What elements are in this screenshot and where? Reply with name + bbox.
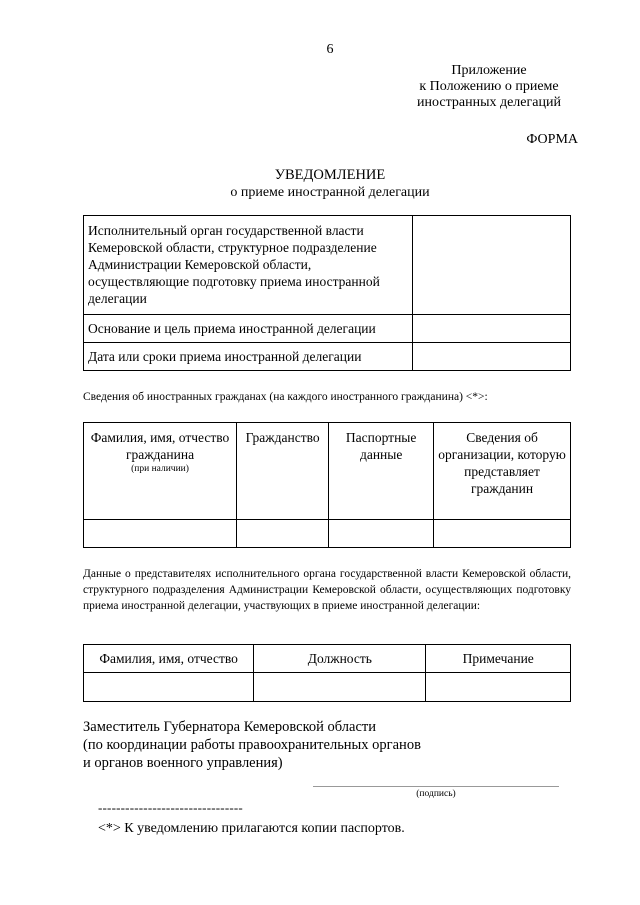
row-label-dates: Дата или сроки приема иностранной делегации — [84, 343, 413, 371]
document-title — [0, 166, 640, 202]
cell-note[interactable] — [426, 673, 571, 702]
cell-passport[interactable] — [329, 520, 434, 548]
table-row — [84, 216, 571, 315]
row-label-basis: Основание и цель приема иностранной делегации — [84, 315, 413, 343]
header-full-name-text: Фамилия, имя, отчество гражданина — [90, 430, 230, 462]
row-label-organ: Исполнительный орган государственной власти Кемеровской области, структурное подразделение Администрации Кемеровской области, осуществляющие подготовку приема иностранной делегации — [84, 216, 413, 315]
header-citizenship: Гражданство — [237, 423, 329, 520]
title-subtitle: о приеме иностранной делегации — [230, 185, 430, 200]
header-full-name — [84, 423, 237, 520]
form-label: ФОРМА — [526, 132, 578, 147]
page-number: 6 — [326, 42, 334, 57]
header-note: Примечание — [426, 645, 571, 673]
row-value-organ[interactable] — [413, 216, 571, 315]
header-rep-name: Фамилия, имя, отчество — [84, 645, 254, 673]
appendix-line-3: иностранных делегаций — [417, 95, 561, 110]
signer-line-3: и органов военного управления) — [83, 755, 283, 771]
appendix-header — [400, 63, 578, 111]
appendix-line-2: к Положению о приеме — [419, 79, 559, 94]
footnote: <*> К уведомлению прилагаются копии паспортов. — [98, 821, 405, 836]
footnote-separator: -------------------------------- — [98, 800, 243, 815]
table-row — [84, 315, 571, 343]
header-full-name-note: (при наличии) — [131, 464, 189, 474]
row-value-dates[interactable] — [413, 343, 571, 371]
signer-block — [83, 718, 421, 772]
cell-organization[interactable] — [434, 520, 571, 548]
title-main: УВЕДОМЛЕНИЕ — [274, 167, 386, 183]
header-passport: Паспортные данные — [329, 423, 434, 520]
table-row — [84, 343, 571, 371]
signature-label: (подпись) — [416, 789, 456, 799]
row-value-basis[interactable] — [413, 315, 571, 343]
signer-line-1: Заместитель Губернатора Кемеровской области — [83, 719, 377, 735]
signature-line[interactable] — [313, 786, 559, 787]
table-row — [84, 520, 571, 548]
table-header-row — [84, 645, 571, 673]
cell-position[interactable] — [254, 673, 426, 702]
cell-full-name[interactable] — [84, 520, 237, 548]
appendix-line-1: Приложение — [451, 63, 527, 78]
representatives-paragraph: Данные о представителях исполнительного органа государственной власти Кемеровской области, структурного подразделения Администрации Кемеровской области, осуществляющих подготовку приема иностранной делегации, участвующих в приеме иностранной делегации: — [83, 568, 571, 612]
cell-rep-name[interactable] — [84, 673, 254, 702]
foreign-citizens-caption: Сведения об иностранных гражданах (на каждого иностранного гражданина) <*>: — [83, 391, 488, 403]
representatives-table — [83, 644, 571, 702]
table-row — [84, 673, 571, 702]
table-header-row — [84, 423, 571, 520]
header-organization: Сведения об организации, которую представляет гражданин — [434, 423, 571, 520]
signer-line-2: (по координации работы правоохранительных органов — [83, 737, 421, 753]
header-position: Должность — [254, 645, 426, 673]
delegation-info-table — [83, 215, 571, 371]
foreign-citizens-table — [83, 422, 571, 548]
cell-citizenship[interactable] — [237, 520, 329, 548]
